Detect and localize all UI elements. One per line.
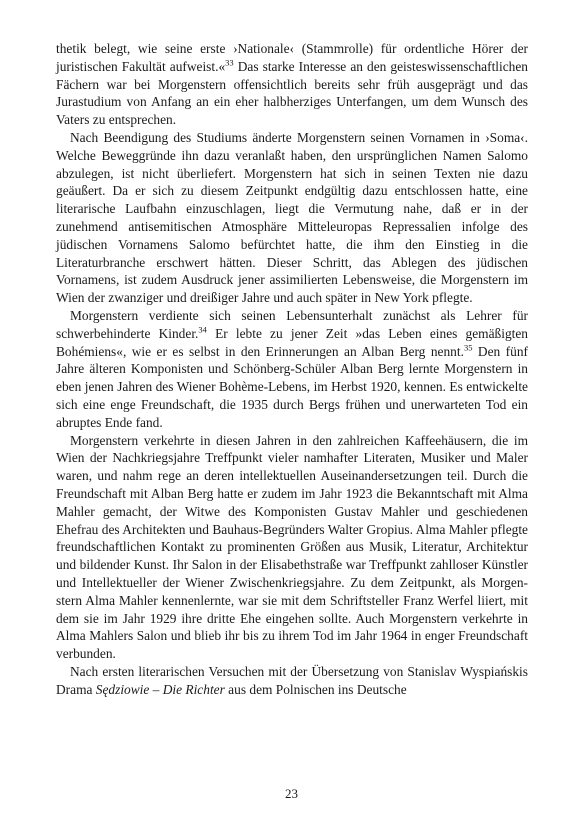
paragraph <box>56 663 528 699</box>
body-text <box>56 40 528 698</box>
paragraph <box>56 40 528 129</box>
text-run: Er lebte zu jener Zeit »das Leben eines gemäßigten Bohémiens«, wie er es selbst in den Erinnerungen an Alban Berg nennt. <box>56 325 528 359</box>
text-run: Nach Beendigung des Studiums änderte Morgenstern seinen Vornamen in ›Soma‹. Welche Beweggründe ihn dazu veranlaßt haben, den ursprünglichen Namen Salomo abzulegen, ist nicht überliefert. Morgenstern hat sich in seinen Texten nie dazu geäußert. Da er sich zu diesem Zeitpunkt endgültig dazu entschlossen hatte, eine literarische Laufbahn einzuschlagen, liegt die Vermutung nahe, daß er in der zunehmend antisemitischen Atmosphäre Mitteleuropas Repressalien infolge des jüdischen Vornamens Salomo befürchtet hatte, die ihm den Einstieg in die Literaturbranche erschwert hätten. Dieser Schritt, das Ablegen des jüdischen Vornamens, ist zudem Ausdruck jener assimilierten Lebensweise, die Morgenstern im Wien der zwanziger und dreißiger Jahre und auch später in New York pflegte. <box>56 129 528 306</box>
text-run: aus dem Polnischen ins Deutsche <box>224 681 407 697</box>
paragraph <box>56 129 528 307</box>
italic-title: Sędziowie – Die Richter <box>95 681 225 697</box>
text-run: Nach ersten literarischen Versuchen mit der Übersetzung von Stanislav Wyspiańskis Drama <box>56 663 528 697</box>
footnote-marker: 35 <box>463 342 473 353</box>
text-run: Morgenstern verdiente sich seinen Lebensunterhalt zunächst als Lehrer für schwerbehinderte Kinder. <box>56 307 528 341</box>
text-run: Morgenstern verkehrte in diesen Jahren in den zahlreichen Kaffeehäusern, die im Wien der Nachkriegsjahre Treffpunkt vieler namhafter Literaten, Musiker und Maler waren, und nahm rege an deren intellektuellen Auseinandersetzungen teil. Durch die Freundschaft mit Alban Berg hatte er zudem im Jahr 1923 die Bekanntschaft mit Alma Mahler gemacht, der Witwe des Komponisten Gustav Mahler und geschiedenen Ehefrau des Architekten und Bauhaus-Begründers Walter Gropius. Alma Mahler pflegte freundschaftlichen Kontakt zu prominenten Größen aus Musik, Literatur, Architektur und bildender Kunst. Ihr Salon in der Elisabethstraße war Treffpunkt zahlloser Künstler und Intellektueller der Wiener Zwischenkriegsjahre. Zu dem Zeitpunkt, als Morgenstern Alma Mahler kennenlernte, war sie mit dem Schriftsteller Franz Werfel liiert, mit dem sie im Jahr 1929 ihre dritte Ehe eingehen sollte. Auch Morgenstern verkehrte in Alma Mahlers Salon und blieb ihr bis zu ihrem Tod im Jahr 1964 in enger Freundschaft verbunden. <box>56 432 528 662</box>
page-number: 23 <box>285 786 298 801</box>
text-run: thetik belegt, wie seine erste ›Nationale‹ (Stammrolle) für ordentliche Hörer der juristischen Fakultät aufweist.« <box>56 41 528 74</box>
footnote-marker: 33 <box>225 57 234 68</box>
paragraph <box>56 307 528 432</box>
paragraph <box>56 432 528 663</box>
footnote-marker: 34 <box>198 324 207 335</box>
text-run: Das starke Interesse an den geisteswissenschaftlichen Fächern war bei Morgenstern offensichtlich bereits sehr früh ausgeprägt und das Jurastudium von Anfang an ein eher halbherziges Unterfangen, um dem Wunsch des Vaters zu entsprechen. <box>56 58 529 128</box>
text-run: Den fünf Jahre älteren Komponisten und Schönberg-Schüler Alban Berg lernte Morgenstern in eben jenen Jahren des Wiener Bohème-Lebens, im Herbst 1920, kennen. Es entwickelte sich eine enge Freundschaft, die 1935 durch Bergs frühen und unerwarteten Tod ein abruptes Ende fand. <box>56 343 528 430</box>
